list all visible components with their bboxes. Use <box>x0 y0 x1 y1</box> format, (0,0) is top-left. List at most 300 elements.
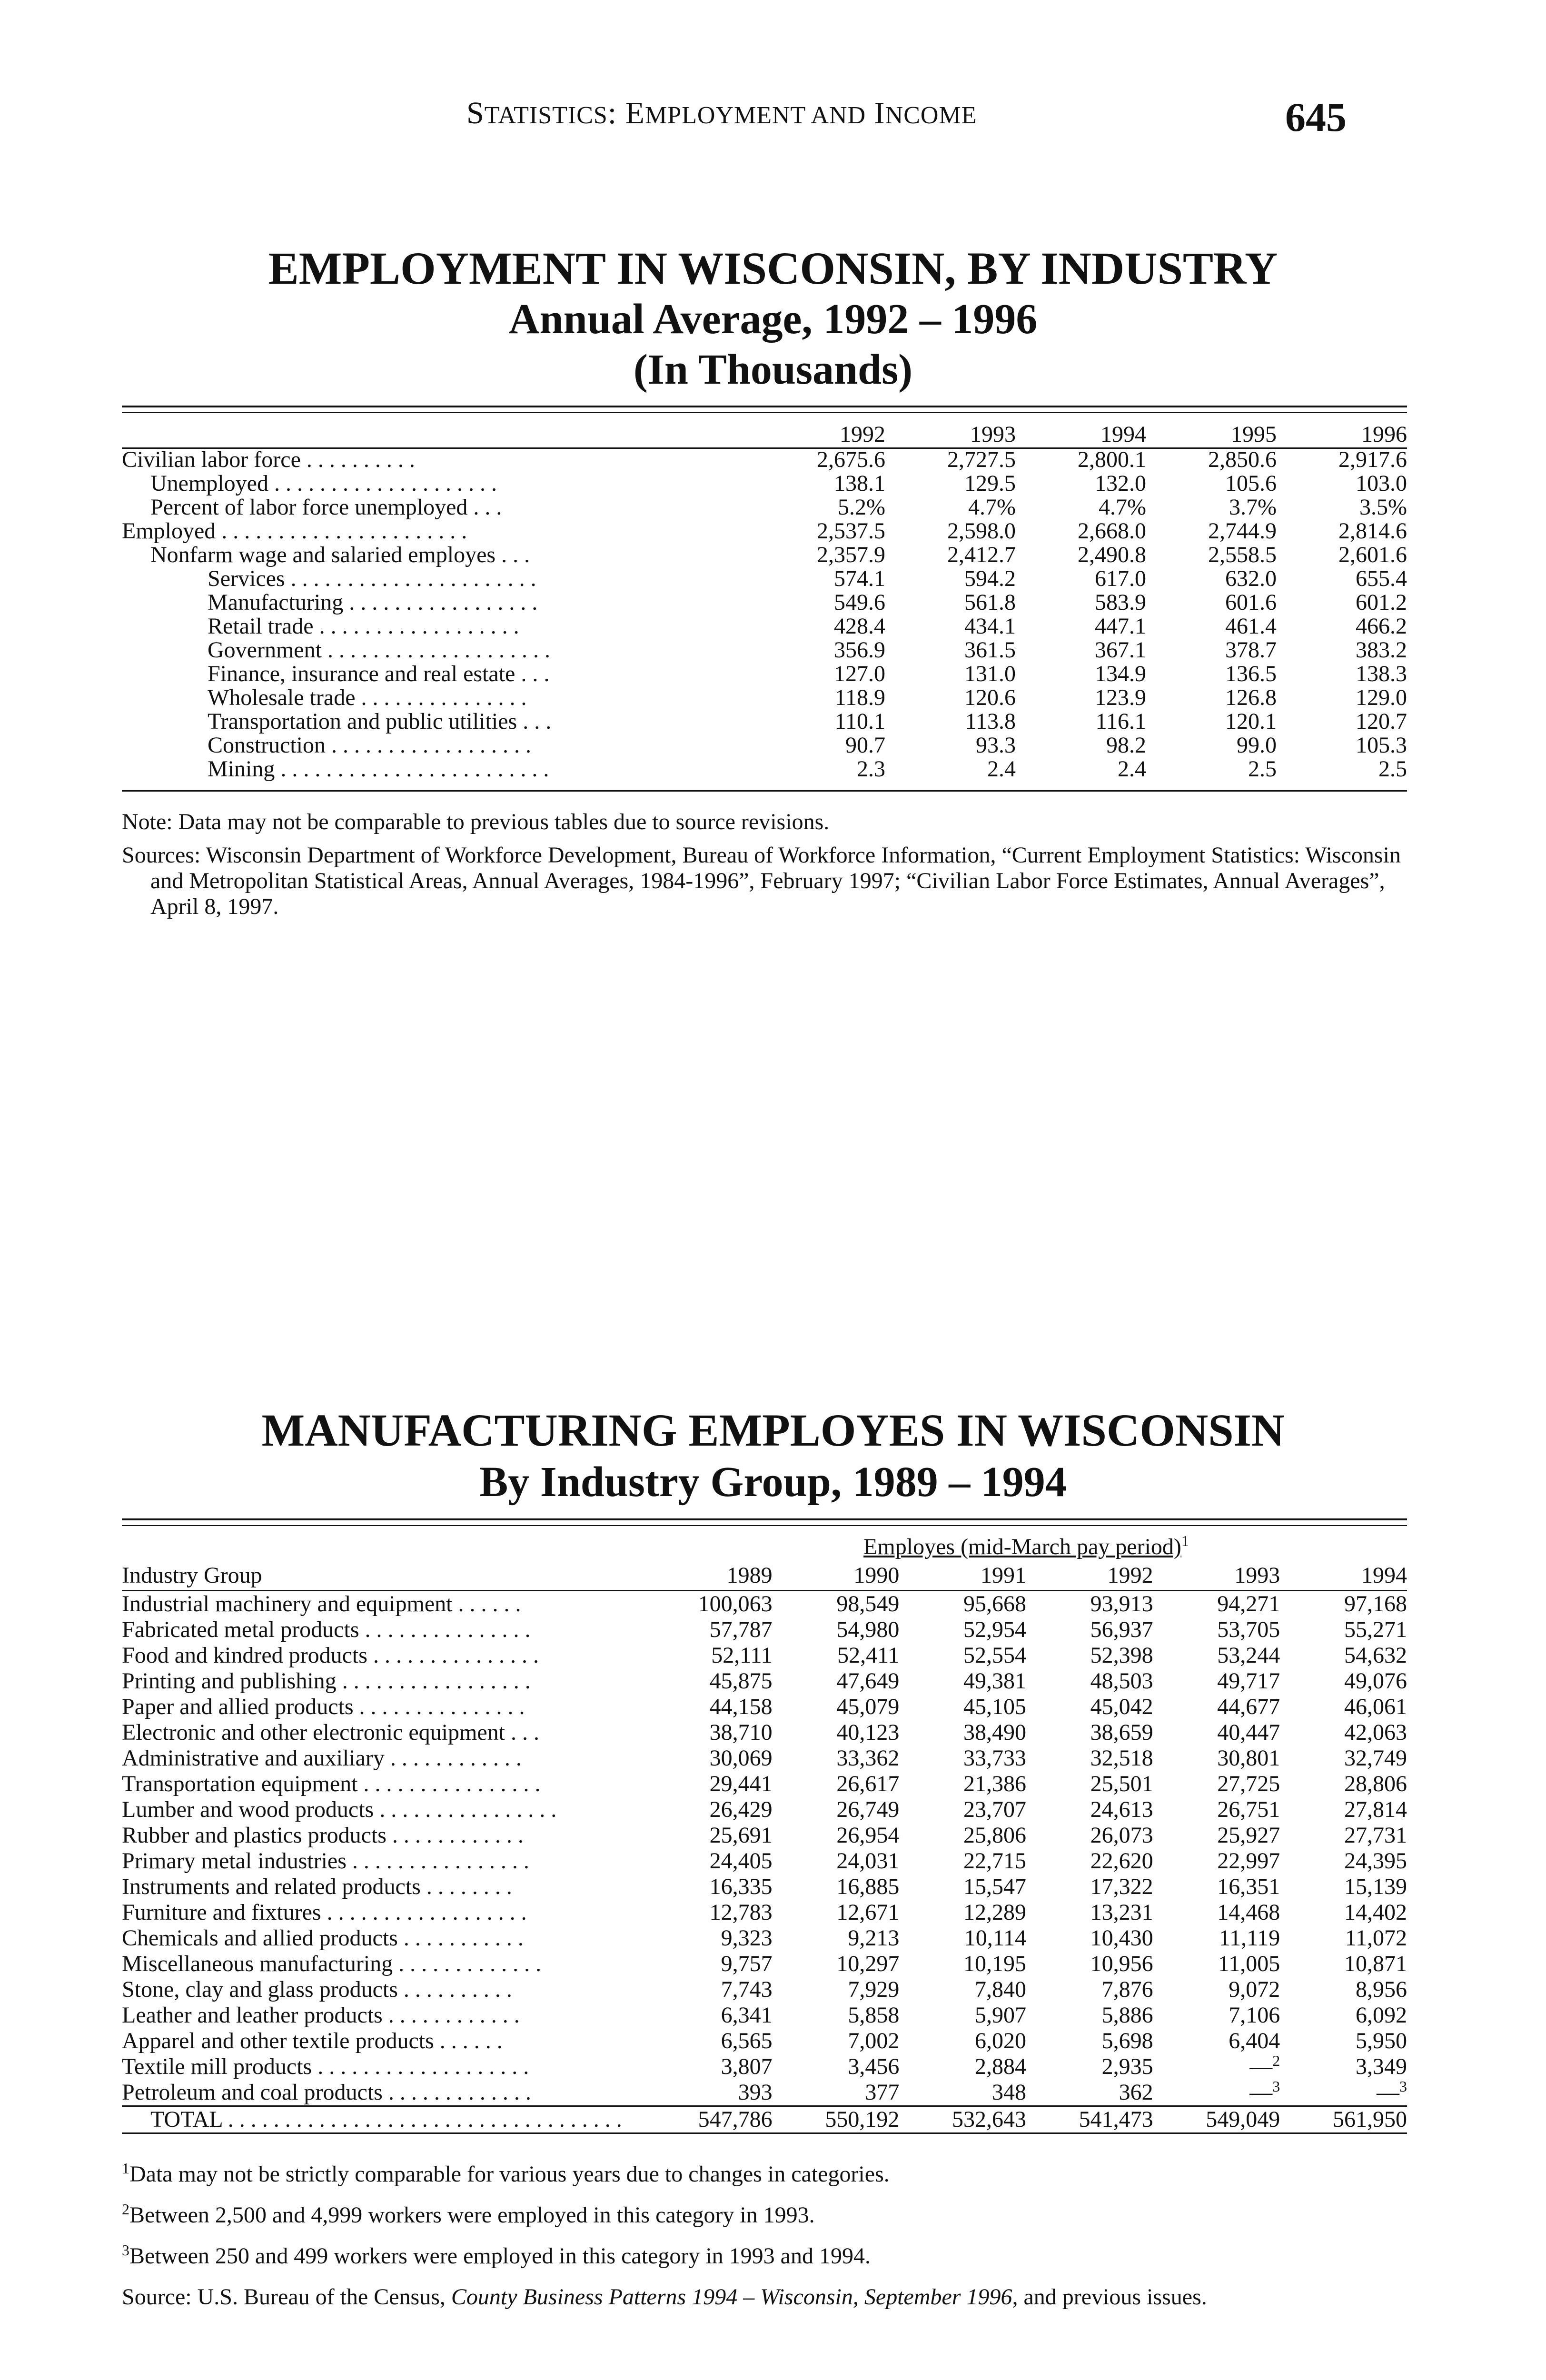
table2-cell: 53,244 <box>1217 1643 1280 1668</box>
page-number: 645 <box>1285 94 1347 140</box>
table2-cell: 393 <box>738 2080 773 2105</box>
table1-cell: 2.5 <box>1248 756 1277 782</box>
table1-row <box>122 567 1407 591</box>
table1-cell: 447.1 <box>1095 614 1146 639</box>
table2-cell: 24,613 <box>1090 1797 1153 1822</box>
table2-cell: 16,335 <box>709 1874 773 1899</box>
table1-cell: 2,357.9 <box>817 542 885 567</box>
table1-cell: 2,412.7 <box>947 542 1016 567</box>
table2-cell: 348 <box>991 2080 1026 2105</box>
table2-cell: 7,743 <box>721 1977 773 2002</box>
table1-cell: 90.7 <box>845 733 885 758</box>
table1-cell: 2,668.0 <box>1078 518 1146 544</box>
table2-cell: 53,705 <box>1217 1617 1280 1642</box>
table2-cell: 44,677 <box>1217 1694 1280 1719</box>
table1-cell: 2,850.6 <box>1208 447 1277 472</box>
table1-subtitle: Annual Average, 1992 – 1996 <box>508 296 1038 343</box>
table2-cell: 26,954 <box>836 1823 900 1848</box>
table2-cell: 5,886 <box>1101 2003 1153 2028</box>
table2-cell: 23,707 <box>963 1797 1026 1822</box>
table2-cell: 57,787 <box>709 1617 773 1642</box>
table2-cell: 10,956 <box>1090 1951 1153 1976</box>
table1-row <box>122 734 1407 757</box>
table1-cell: 2,727.5 <box>947 447 1016 472</box>
table2-cell: 38,490 <box>963 1720 1026 1745</box>
table2-cell: 22,997 <box>1217 1848 1280 1874</box>
table2-cell: 14,402 <box>1344 1900 1407 1925</box>
table2-row <box>122 2003 1407 2028</box>
table2-cell: 5,858 <box>848 2003 900 2028</box>
footnote-1: $^1$Data may not be strictly comparable for various years due to changes in categories. <box>122 2160 890 2187</box>
table1-row-label: Civilian labor force . . . . . . . . . . <box>122 448 415 472</box>
table1-row <box>122 591 1407 615</box>
table2-cell: 38,710 <box>709 1720 773 1745</box>
table2-cell: 24,031 <box>836 1848 900 1874</box>
table2-row-label: Chemicals and allied products . . . . . . . . . . . <box>122 1925 524 1951</box>
table2-cell: 49,717 <box>1217 1668 1280 1694</box>
table2-row <box>122 1823 1407 1848</box>
table2-cell: 561,950 <box>1333 2107 1407 2132</box>
table1-cell: 2,598.0 <box>947 518 1016 544</box>
table1-cell: 383.2 <box>1356 637 1407 663</box>
table2-top-rule-2 <box>122 1525 1407 1526</box>
table2-cell: 22,715 <box>963 1848 1026 1874</box>
table1-cell: 2,814.6 <box>1338 518 1407 544</box>
table1-row <box>122 543 1407 567</box>
footnote-3: $^3$Between 250 and 499 workers were employed in this category in 1993 and 1994. <box>122 2241 871 2269</box>
table1-header-row <box>122 421 1407 448</box>
table2-cell: 377 <box>865 2080 900 2105</box>
table2-cell: 9,072 <box>1229 1977 1280 2002</box>
table2-row <box>122 1720 1407 1745</box>
table2-cell: 30,069 <box>709 1745 773 1771</box>
table2-cell: 26,617 <box>836 1771 900 1796</box>
table2-cell: 6,341 <box>721 2003 773 2028</box>
table1-cell: 3.5% <box>1359 495 1407 520</box>
table2-year: 1991 <box>980 1563 1026 1588</box>
table2-row-label: Transportation equipment . . . . . . . . . . . . . . . . <box>122 1771 541 1796</box>
table2-cell: 100,063 <box>698 1591 773 1616</box>
table2-year: 1993 <box>1234 1563 1280 1588</box>
table1-row-label: Transportation and public utilities . . . <box>208 710 552 734</box>
table2-cell: 42,063 <box>1344 1720 1407 1745</box>
table2-row-label: Furniture and fixtures . . . . . . . . . . . . . . . . . . <box>122 1900 527 1925</box>
table2-cell: 27,814 <box>1344 1797 1407 1822</box>
table2-row-label: Instruments and related products . . . . . . . . <box>122 1874 512 1899</box>
table1-cell: 2,490.8 <box>1078 542 1146 567</box>
table1-cell: 2.3 <box>857 756 885 782</box>
table2-cell: 7,929 <box>848 1977 900 2002</box>
table2-cell: 24,405 <box>709 1848 773 1874</box>
table1-row-label: Mining . . . . . . . . . . . . . . . . . . . . . . . . <box>208 757 549 781</box>
table2-row-label: Stone, clay and glass products . . . . . . . . . . <box>122 1977 512 2002</box>
table1-title-block <box>0 243 1546 395</box>
table1-cell: 99.0 <box>1237 733 1277 758</box>
table1-cell: 461.4 <box>1225 614 1277 639</box>
table1-cell: 118.9 <box>834 685 885 710</box>
table2-row-label: Rubber and plastics products . . . . . . . . . . . . <box>122 1823 524 1848</box>
table1-cell: 549.6 <box>834 590 885 615</box>
table2-subtitle: By Industry Group, 1989 – 1994 <box>479 1458 1067 1506</box>
table1-cell: 127.0 <box>834 661 885 686</box>
table2-cell: 45,105 <box>963 1694 1026 1719</box>
table1-cell: 3.7% <box>1229 495 1277 520</box>
table1-cell: 93.3 <box>976 733 1016 758</box>
table1-cell: 134.9 <box>1095 661 1146 686</box>
table1-cell: 2.4 <box>1118 756 1146 782</box>
table2-cell: 12,783 <box>709 1900 773 1925</box>
table2-cell: 54,980 <box>836 1617 900 1642</box>
table2-cell: 49,381 <box>963 1668 1026 1694</box>
table2-cell: 9,323 <box>721 1925 773 1951</box>
table2-row <box>122 1951 1407 1977</box>
table2-cell: 33,362 <box>836 1745 900 1771</box>
table2-cell: 12,671 <box>836 1900 900 1925</box>
table2-row-label: Food and kindred products . . . . . . . . . . . . . . . <box>122 1643 539 1668</box>
table1-row-label: Manufacturing . . . . . . . . . . . . . . . . . <box>208 591 538 615</box>
table2-row-label: Textile mill products . . . . . . . . . . . . . . . . . . . <box>122 2054 529 2079</box>
table2-row <box>122 1848 1407 1874</box>
table1-cell: 120.7 <box>1356 709 1407 734</box>
table2-cell: 26,429 <box>709 1797 773 1822</box>
table1-row <box>122 448 1407 472</box>
table2-cell: 10,114 <box>964 1925 1026 1951</box>
table1-cell: 98.2 <box>1106 733 1146 758</box>
table2-cell: —$^3$ <box>1377 2078 1407 2105</box>
table2-cell: 6,565 <box>721 2028 773 2053</box>
table2-cell: 3,456 <box>848 2054 900 2079</box>
table2-cell: 11,119 <box>1219 1925 1280 1951</box>
table2-row-label: Fabricated metal products . . . . . . . . . . . . . . . <box>122 1617 531 1642</box>
table1-top-rule-2 <box>122 412 1407 413</box>
table2-cell: 52,398 <box>1090 1643 1153 1668</box>
table2-cell: 26,073 <box>1090 1823 1153 1848</box>
table1-row <box>122 686 1407 710</box>
table2-col-label: Industry Group <box>122 1563 262 1588</box>
table2-row <box>122 2054 1407 2080</box>
table2-cell: 93,913 <box>1090 1591 1153 1616</box>
table1-cell: 2,744.9 <box>1208 518 1277 544</box>
table2-cell: 6,404 <box>1229 2028 1280 2053</box>
table2-row-label: Miscellaneous manufacturing . . . . . . . . . . . . . <box>122 1951 542 1976</box>
running-head: STATISTICS: EMPLOYMENT AND INCOME <box>466 96 977 130</box>
table2-cell: 52,411 <box>837 1643 900 1668</box>
table1-cell: 2.5 <box>1378 756 1407 782</box>
table2-row-label: Lumber and wood products . . . . . . . . . . . . . . . . <box>122 1797 557 1822</box>
table1-units: (In Thousands) <box>633 346 913 393</box>
table1-cell: 428.4 <box>834 614 885 639</box>
table1-cell: 105.6 <box>1225 471 1277 496</box>
table1-cell: 2,537.5 <box>817 518 885 544</box>
table1-row-label: Retail trade . . . . . . . . . . . . . . . . . . <box>208 615 519 638</box>
table1-row <box>122 496 1407 519</box>
table1-cell: 361.5 <box>964 637 1016 663</box>
table2-cell: 28,806 <box>1344 1771 1407 1796</box>
table2-cell: 44,158 <box>709 1694 773 1719</box>
table2-row <box>122 1694 1407 1720</box>
table2-cell: 2,935 <box>1101 2054 1153 2079</box>
table2-cell: 94,271 <box>1217 1591 1280 1616</box>
table2-cell: 6,092 <box>1356 2003 1407 2028</box>
table2-row <box>122 1797 1407 1823</box>
table1-cell: 617.0 <box>1095 566 1146 591</box>
table1-cell: 601.6 <box>1225 590 1277 615</box>
table1-cell: 120.6 <box>964 685 1016 710</box>
table1-row-label: Construction . . . . . . . . . . . . . . . . . . <box>208 734 531 757</box>
table2-cell: 11,072 <box>1345 1925 1407 1951</box>
table2-row-label: Electronic and other electronic equipment . . . <box>122 1720 539 1745</box>
table1-cell: 129.0 <box>1356 685 1407 710</box>
table1-cell: 138.1 <box>834 471 885 496</box>
table2 <box>122 1533 1407 2134</box>
table1-cell: 129.5 <box>964 471 1016 496</box>
table2-cell: 532,643 <box>951 2107 1026 2132</box>
table2-cell: 38,659 <box>1090 1720 1153 1745</box>
table2-cell: 16,885 <box>836 1874 900 1899</box>
table2-cell: 54,632 <box>1344 1643 1407 1668</box>
table2-cell: 6,020 <box>974 2028 1026 2053</box>
table1-cell: 378.7 <box>1225 637 1277 663</box>
table1-row-label: Nonfarm wage and salaried employes . . . <box>150 543 530 567</box>
table2-total-label: TOTAL . . . . . . . . . . . . . . . . . . . . . . . . . . . . . . . . . . . <box>150 2107 622 2132</box>
table2-cell: —$^2$ <box>1249 2052 1280 2079</box>
table1-cell: 2,917.6 <box>1338 447 1407 472</box>
table2-cell: 56,937 <box>1090 1617 1153 1642</box>
table1-year: 1993 <box>970 422 1016 447</box>
table2-cell: 45,042 <box>1090 1694 1153 1719</box>
table2-cell: 45,875 <box>709 1668 773 1694</box>
table1-cell: 123.9 <box>1095 685 1146 710</box>
table1-cell: 116.1 <box>1095 709 1146 734</box>
table1-cell: 4.7% <box>968 495 1016 520</box>
table2-row <box>122 1900 1407 1925</box>
table2-row-label: Administrative and auxiliary . . . . . . . . . . . . <box>122 1745 522 1771</box>
table1-cell: 367.1 <box>1095 637 1146 663</box>
table2-cell: 13,231 <box>1090 1900 1153 1925</box>
table2-cell: 45,079 <box>836 1694 900 1719</box>
table2-cell: 40,447 <box>1217 1720 1280 1745</box>
table2-cell: 32,749 <box>1344 1745 1407 1771</box>
table1-cell: 126.8 <box>1225 685 1277 710</box>
table1 <box>122 421 1407 781</box>
table2-cell: 8,956 <box>1356 1977 1407 2002</box>
table2-row-label: Primary metal industries . . . . . . . . . . . . . . . . <box>122 1848 529 1874</box>
table2-row <box>122 2080 1407 2106</box>
table1-bottom-rule <box>122 790 1407 792</box>
table1-cell: 5.2% <box>838 495 885 520</box>
table2-year: 1994 <box>1361 1563 1407 1588</box>
table1-cell: 120.1 <box>1225 709 1277 734</box>
table2-row <box>122 1617 1407 1643</box>
table2-cell: 26,751 <box>1217 1797 1280 1822</box>
table2-cell: 5,907 <box>974 2003 1026 2028</box>
table2-cell: 52,111 <box>711 1643 773 1668</box>
table2-cell: 9,757 <box>721 1951 773 1976</box>
table1-year: 1994 <box>1100 422 1146 447</box>
table2-cell: 7,106 <box>1229 2003 1280 2028</box>
table2-cell: 10,195 <box>963 1951 1026 1976</box>
table2-row-label: Apparel and other textile products . . . . . . <box>122 2028 503 2053</box>
table1-cell: 466.2 <box>1356 614 1407 639</box>
table1-cell: 2,558.5 <box>1208 542 1277 567</box>
table2-cell: 49,076 <box>1344 1668 1407 1694</box>
table2-cell: 24,395 <box>1344 1848 1407 1874</box>
table2-group-header-row <box>122 1533 1407 1561</box>
table2-title: MANUFACTURING EMPLOYES IN WISCONSIN <box>261 1405 1285 1456</box>
table2-cell: 29,441 <box>709 1771 773 1796</box>
table1-title: EMPLOYMENT IN WISCONSIN, BY INDUSTRY <box>268 243 1278 294</box>
table2-cell: 7,840 <box>974 1977 1026 2002</box>
table1-cell: 655.4 <box>1356 566 1407 591</box>
table1-cell: 103.0 <box>1356 471 1407 496</box>
table2-cell: 7,002 <box>848 2028 900 2053</box>
table1-cell: 105.3 <box>1356 733 1407 758</box>
table2-cell: 2,884 <box>974 2054 1026 2079</box>
table1-cell: 561.8 <box>964 590 1016 615</box>
table2-cell: 33,733 <box>963 1745 1026 1771</box>
table2-cell: 32,518 <box>1090 1745 1153 1771</box>
table1-cell: 110.1 <box>834 709 885 734</box>
table1-row <box>122 662 1407 686</box>
table2-row-label: Printing and publishing . . . . . . . . . . . . . . . . . <box>122 1668 531 1694</box>
table1-row <box>122 472 1407 496</box>
table1-row-label: Finance, insurance and real estate . . . <box>208 662 550 686</box>
table1-year: 1992 <box>840 422 885 447</box>
table2-cell: 362 <box>1119 2080 1153 2105</box>
table2-cell: 26,749 <box>836 1797 900 1822</box>
table2-cell: 17,322 <box>1090 1874 1153 1899</box>
table2-cell: 547,786 <box>698 2107 773 2132</box>
table2-cell: 55,271 <box>1344 1617 1407 1642</box>
table2-row <box>122 1977 1407 2003</box>
table2-cell: 95,668 <box>963 1591 1026 1616</box>
table1-row <box>122 519 1407 543</box>
table1-year: 1995 <box>1231 422 1277 447</box>
table2-row-label: Leather and leather products . . . . . . . . . . . . <box>122 2003 520 2028</box>
table2-cell: 10,297 <box>836 1951 900 1976</box>
table1-sources: Sources: Wisconsin Department of Workforce Development, Bureau of Workforce Information, “Current Employment Statistics: Wisconsin and Metropolitan Statistical Areas, Annual Averages, 1984-1996”, February 1997; “Civilian Labor Force Estimates, Annual Averages”, April 8, 1997. <box>122 843 1401 919</box>
table1-row <box>122 638 1407 662</box>
table2-row <box>122 2028 1407 2054</box>
table2-cell: 550,192 <box>825 2107 900 2132</box>
table1-cell: 2.4 <box>987 756 1016 782</box>
table2-group-header: Employes (mid-March pay period)$^1$ <box>863 1532 1189 1559</box>
table2-cell: 25,806 <box>963 1823 1026 1848</box>
table2-row <box>122 1874 1407 1900</box>
table2-cell: 25,691 <box>709 1823 773 1848</box>
table1-cell: 131.0 <box>964 661 1016 686</box>
table1-cell: 356.9 <box>834 637 885 663</box>
table2-row-label: Paper and allied products . . . . . . . . . . . . . . . <box>122 1694 525 1719</box>
table2-year: 1992 <box>1107 1563 1153 1588</box>
table2-year: 1990 <box>853 1563 900 1588</box>
table1-cell: 4.7% <box>1099 495 1146 520</box>
table2-row <box>122 1771 1407 1797</box>
table2-top-rule <box>122 1518 1407 1520</box>
table1-row-label: Wholesale trade . . . . . . . . . . . . . . . <box>208 686 527 710</box>
table2-cell: 25,927 <box>1217 1823 1280 1848</box>
table2-cell: 48,503 <box>1090 1668 1153 1694</box>
table1-row-label: Services . . . . . . . . . . . . . . . . . . . . . . <box>208 567 536 591</box>
table1-cell: 583.9 <box>1095 590 1146 615</box>
table1-cell: 574.1 <box>834 566 885 591</box>
table1-cell: 113.8 <box>965 709 1016 734</box>
table2-cell: 27,725 <box>1217 1771 1280 1796</box>
table2-cell: 549,049 <box>1206 2107 1280 2132</box>
table2-cell: 14,468 <box>1217 1900 1280 1925</box>
table2-source: Source: U.S. Bureau of the Census, County Business Patterns 1994 – Wisconsin, September 1996, and previous issues. <box>122 2284 1207 2310</box>
table1-cell: 2,800.1 <box>1078 447 1146 472</box>
table2-cell: 52,554 <box>963 1643 1026 1668</box>
table2-cell: 47,649 <box>836 1668 900 1694</box>
table2-cell: 5,950 <box>1356 2028 1407 2053</box>
table2-header-row <box>122 1561 1407 1591</box>
table2-cell: 15,139 <box>1344 1874 1407 1899</box>
table2-cell: 27,731 <box>1344 1823 1407 1848</box>
table1-year: 1996 <box>1361 422 1407 447</box>
table1-cell: 594.2 <box>964 566 1016 591</box>
table2-cell: 15,547 <box>963 1874 1026 1899</box>
table2-cell: 40,123 <box>836 1720 900 1745</box>
table2-row <box>122 1925 1407 1951</box>
footnote-2: $^2$Between 2,500 and 4,999 workers were employed in this category in 1993. <box>122 2201 815 2228</box>
table1-note: Note: Data may not be comparable to previous tables due to source revisions. <box>122 809 830 834</box>
table2-cell: 3,349 <box>1356 2054 1407 2079</box>
table2-row <box>122 1591 1407 1617</box>
table1-top-rule <box>122 406 1407 407</box>
table1-row <box>122 757 1407 781</box>
table2-cell: 22,620 <box>1090 1848 1153 1874</box>
table2-row-label: Industrial machinery and equipment . . . . . . <box>122 1591 521 1616</box>
table1-cell: 434.1 <box>964 614 1016 639</box>
table2-cell: 25,501 <box>1090 1771 1153 1796</box>
table2-year: 1989 <box>726 1563 773 1588</box>
table2-cell: 11,005 <box>1218 1951 1280 1976</box>
table1-cell: 136.5 <box>1225 661 1277 686</box>
table2-row-label: Petroleum and coal products . . . . . . . . . . . . . <box>122 2080 531 2105</box>
table1-row-label: Employed . . . . . . . . . . . . . . . . . . . . . . <box>122 519 467 543</box>
table2-cell: 30,801 <box>1217 1745 1280 1771</box>
table2-total-row <box>122 2106 1407 2133</box>
table1-row <box>122 615 1407 638</box>
table1-row-label: Unemployed . . . . . . . . . . . . . . . . . . . . <box>150 472 497 496</box>
table2-cell: 541,473 <box>1079 2107 1153 2132</box>
table2-cell: 97,168 <box>1344 1591 1407 1616</box>
table1-row-label: Government . . . . . . . . . . . . . . . . . . . . <box>208 638 550 662</box>
table2-row <box>122 1745 1407 1771</box>
table2-cell: 52,954 <box>963 1617 1026 1642</box>
table1-row <box>122 710 1407 734</box>
table2-cell: 10,430 <box>1090 1925 1153 1951</box>
table2-cell: 10,871 <box>1344 1951 1407 1976</box>
table2-cell: 16,351 <box>1217 1874 1280 1899</box>
table2-cell: 46,061 <box>1344 1694 1407 1719</box>
table1-cell: 132.0 <box>1095 471 1146 496</box>
table2-cell: 7,876 <box>1101 1977 1153 2002</box>
table2-cell: —$^3$ <box>1249 2078 1280 2105</box>
table2-cell: 98,549 <box>836 1591 900 1616</box>
table2-row <box>122 1668 1407 1694</box>
table1-cell: 2,675.6 <box>817 447 885 472</box>
table2-cell: 12,289 <box>963 1900 1026 1925</box>
table2-cell: 5,698 <box>1101 2028 1153 2053</box>
table1-row-label: Percent of labor force unemployed . . . <box>150 496 502 519</box>
table2-cell: 9,213 <box>848 1925 900 1951</box>
table1-cell: 138.3 <box>1356 661 1407 686</box>
table2-row <box>122 1643 1407 1668</box>
table2-title-block <box>0 1404 1546 1508</box>
table2-cell: 3,807 <box>721 2054 773 2079</box>
